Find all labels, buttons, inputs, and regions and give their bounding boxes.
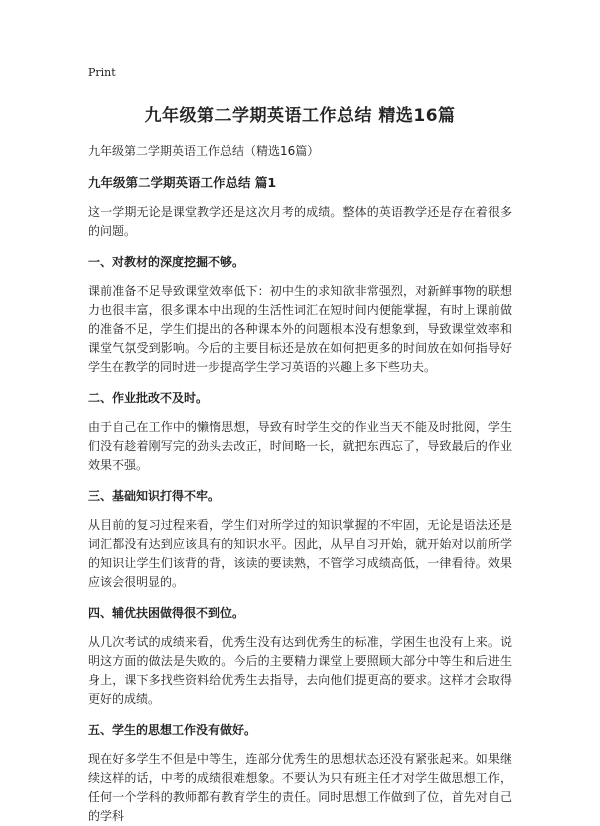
document-title: 九年级第二学期英语工作总结 精选16篇 bbox=[144, 106, 456, 126]
point-body-2: 由于自己在工作中的懒惰思想，导致有时学生交的作业当天不能及时批阅，学生们没有趁着刚写完的劲头去改正，时间略一长，就把东西忘了，导致最后的作业效果不强。 bbox=[88, 420, 512, 472]
point-heading-3: 三、基础知识打得不牢。 bbox=[88, 489, 221, 503]
point-body-3: 从目前的复习过程来看，学生们对所学过的知识掌握的不牢固，无论是语法还是词汇都没有达到应该具有的知识水平。因此，从早自习开始，就开始对以前所学的知识让学生们该背的背，该读的要读熟，不管学习成绩高低，一律看待。效果应该会很明显的。 bbox=[88, 518, 512, 589]
point-heading-5: 五、学生的思想工作没有做好。 bbox=[88, 723, 257, 737]
point-heading-2: 二、作业批改不及时。 bbox=[88, 391, 209, 405]
intro-paragraph: 这一学期无论是课堂教学还是这次月考的成绩。整体的英语教学还是存在着很多的问题。 bbox=[88, 205, 512, 238]
point-body-5: 现在好多学生不但是中等生，连部分优秀生的思想状态还没有紧张起来。如果继续这样的话，中考的成绩很难想象。不要认为只有班主任才对学生做思想工作，任何一个学科的教师都有教育学生的责任。同时思想工作做到了位，首先对自己的学科 bbox=[88, 752, 512, 823]
point-body-4: 从几次考试的成绩来看，优秀生没有达到优秀生的标准，学困生也没有上来。说明这方面的做法是失败的。今后的主要精力课堂上要照顾大部分中等生和后进生身上，课下多找些资料给优秀生去指导，去向他们提更高的要求。这样才会取得更好的成绩。 bbox=[88, 635, 512, 706]
point-body-1: 课前准备不足导致课堂效率低下：初中生的求知欲非常强烈，对新鲜事物的联想力也很丰富，很多课本中出现的生活性词汇在短时间内便能掌握，有时上课前做的准备不足，学生们提出的各种课本外的问题根本没有想象到，导致课堂效率和课堂气氛受到影响。今后的主要目标还是放在如何把更多的时间放在如何指导好学生在教学的同时进一步提高学生学习英语的兴趣上多下些功夫。 bbox=[88, 284, 512, 374]
point-heading-1: 一、对教材的深度挖掘不够。 bbox=[88, 255, 245, 269]
section-heading: 九年级第二学期英语工作总结 篇1 bbox=[88, 175, 277, 190]
document-subtitle: 九年级第二学期英语工作总结（精选16篇） bbox=[88, 144, 320, 158]
print-link[interactable]: Print bbox=[88, 66, 116, 79]
point-heading-4: 四、辅优扶困做得很不到位。 bbox=[88, 606, 245, 620]
